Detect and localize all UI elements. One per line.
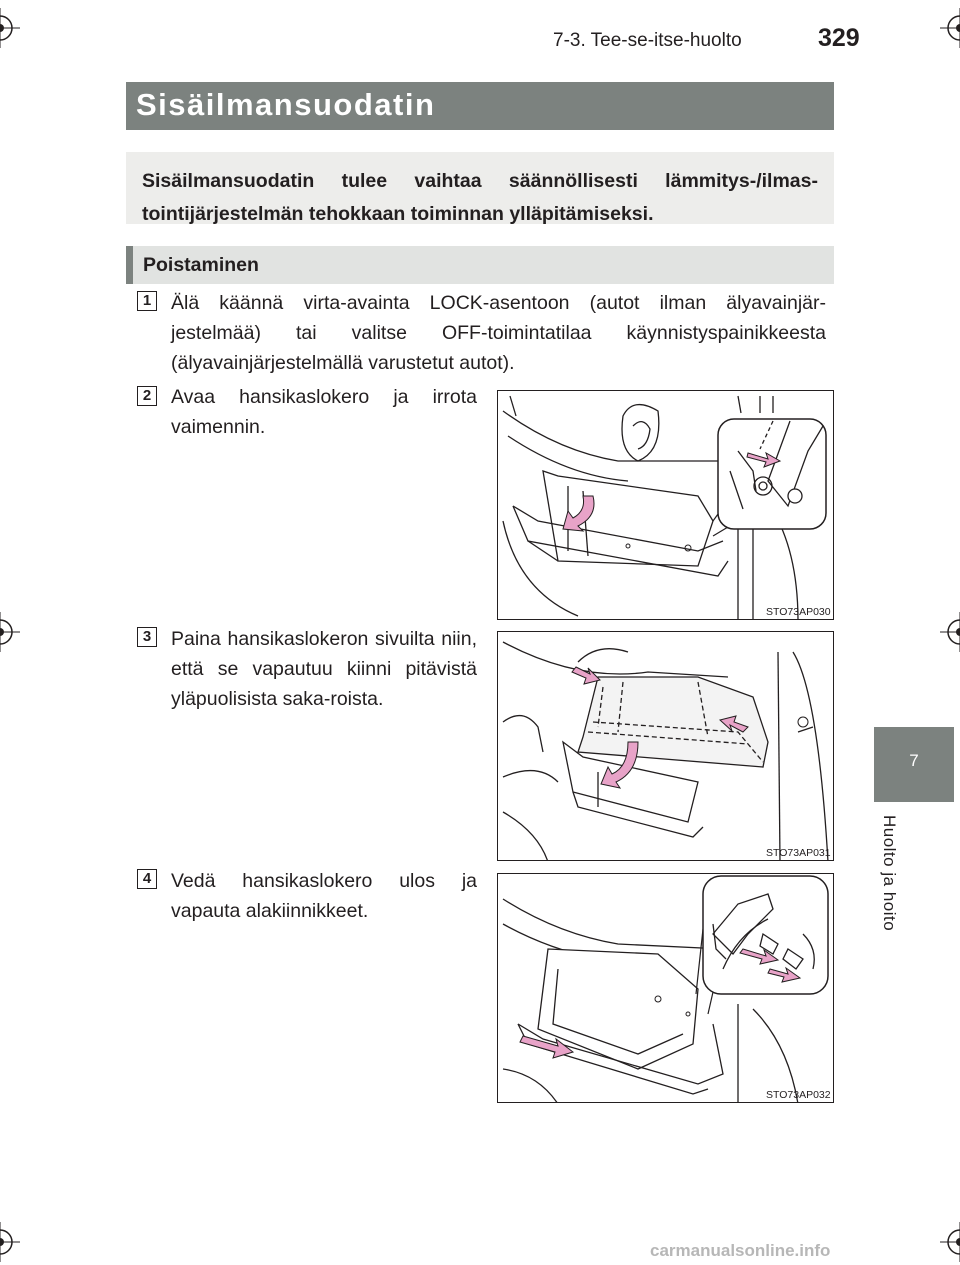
registration-mark-top-right: [940, 8, 960, 48]
glovebox-damper-illustration: [498, 391, 834, 620]
figure-pull-glovebox-out: [497, 873, 834, 1103]
step-number-4: 4: [137, 869, 157, 889]
chapter-tab-label: Huolto ja hoito: [880, 815, 899, 932]
page-title: Sisäilmansuodatin: [136, 87, 436, 122]
registration-mark-bottom-right: [940, 1222, 960, 1262]
step-2-text: Avaa hansikaslokero ja irrota vaimennin.: [171, 386, 477, 438]
watermark: carmanualsonline.info: [650, 1241, 831, 1260]
figure-code-3: STO73AP032: [766, 1089, 831, 1101]
step-number-3: 3: [137, 627, 157, 647]
section-breadcrumb: 7-3. Tee-se-itse-huolto: [553, 30, 742, 51]
step-number-1: 1: [137, 291, 157, 311]
registration-mark-bottom-left: [0, 1222, 20, 1262]
chapter-tab: [874, 727, 954, 802]
step-1-text: Älä käännä virta-avainta LOCK-asentoon (autot ilman älyavainjär-jestelmää) tai valitse OFF-toimintatilaa käynnistyspainikkeesta (älyavainjärjestelmällä varustetut autot).: [171, 292, 826, 374]
figure-code-1: STO73AP030: [766, 606, 831, 618]
intro-box: [126, 152, 834, 224]
step-4-text: Vedä hansikaslokero ulos ja vapauta alakiinnikkeet.: [171, 870, 477, 922]
section-heading-bar: [126, 246, 133, 284]
step-number-2: 2: [137, 386, 157, 406]
registration-mark-mid-left: [0, 612, 20, 652]
page-number: 329: [818, 24, 860, 52]
section-heading: [126, 246, 834, 284]
figure-press-glovebox-sides: [497, 631, 834, 861]
section-heading-text: Poistaminen: [143, 254, 259, 276]
registration-mark-top-left: [0, 8, 20, 48]
registration-mark-mid-right: [940, 612, 960, 652]
figure-open-glovebox-damper: [497, 390, 834, 620]
glovebox-press-illustration: [498, 632, 834, 861]
step-3-text: Paina hansikaslokeron sivuilta niin, että se vapautuu kiinni pitävistä yläpuolisista saka-roista.: [171, 628, 477, 710]
chapter-tab-number: 7: [909, 751, 919, 770]
glovebox-pull-illustration: [498, 874, 834, 1103]
intro-text: Sisäilmansuodatin tulee vaihtaa säännöllisesti lämmitys-/ilmas-tointijärjestelmän tehokkaan toiminnan ylläpitämiseksi.: [142, 170, 818, 225]
title-band: [126, 82, 834, 130]
figure-code-2: STO73AP031: [766, 847, 831, 859]
